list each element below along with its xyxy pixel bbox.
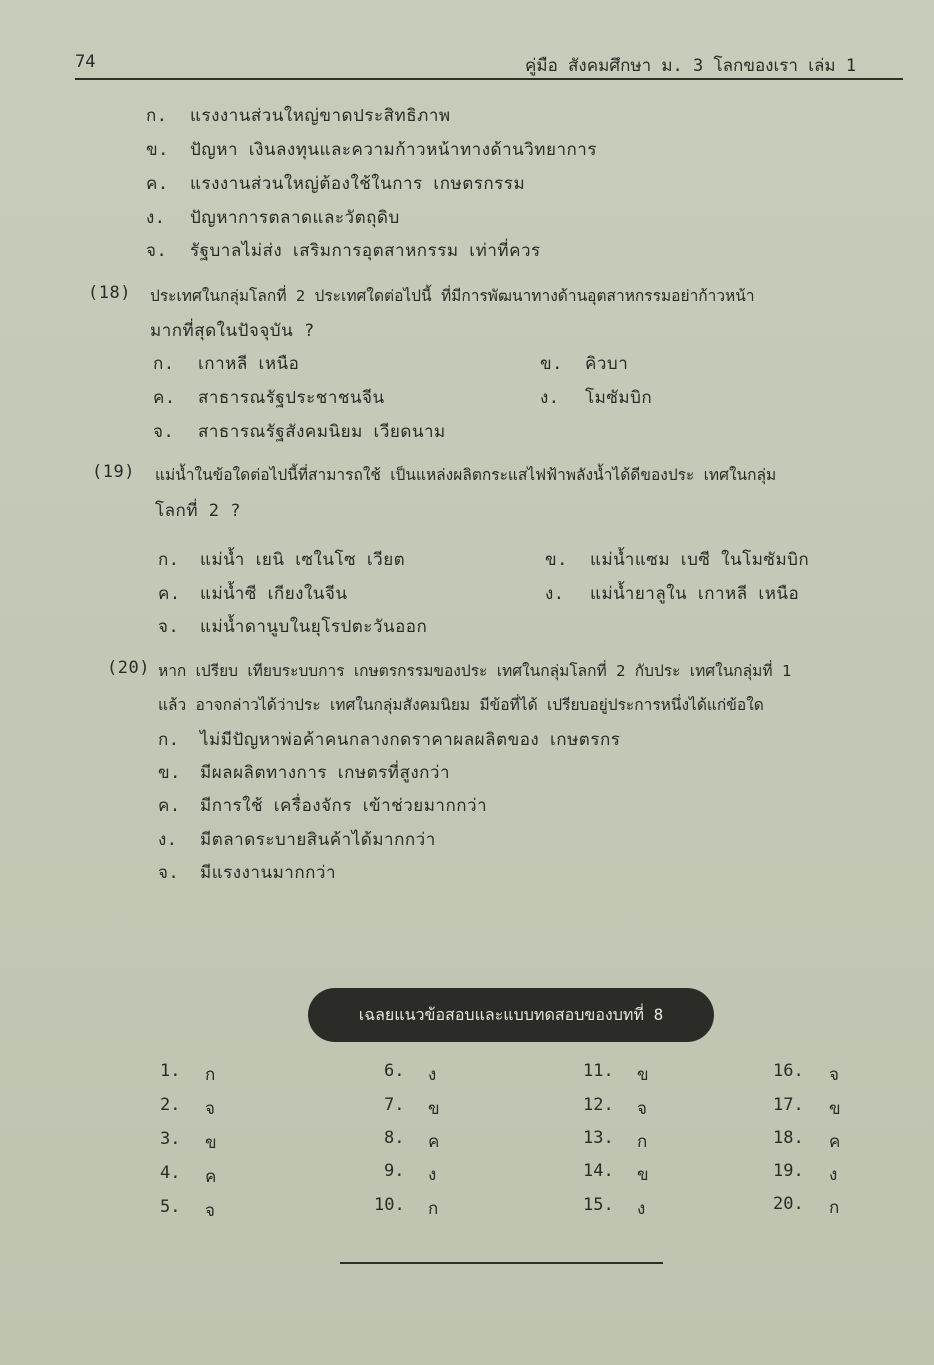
q17-option-text: ปัญหาการตลาดและวัตถุดิบ <box>190 208 400 228</box>
option-text: คิวบา <box>585 354 629 374</box>
option-label: ข. <box>540 354 563 374</box>
q17-option-label: ข. <box>146 140 169 160</box>
answer-number: 18. <box>773 1128 804 1148</box>
answer-number: 4. <box>160 1163 181 1183</box>
option-label: จ. <box>158 863 180 883</box>
answer-choice: ค <box>829 1132 841 1152</box>
question-text: มากที่สุดในปัจจุบัน ? <box>150 321 315 341</box>
option-label: ง. <box>545 584 565 604</box>
question-number: (20) <box>107 658 150 678</box>
option-text: แม่น้ำแซม เบซี ในโมซัมบิก <box>590 550 810 570</box>
question-text: แล้ว อาจกล่าวได้ว่าประ เทศในกลุ่มสังคมนิยม มีข้อที่ได้ เปรียบอยู่ประการหนึ่งได้แก่ข้อใด <box>158 696 764 714</box>
question-number: (18) <box>88 283 131 303</box>
option-label: ข. <box>545 550 568 570</box>
answer-choice: ก <box>829 1198 840 1218</box>
answer-key-title: เฉลยแนวข้อสอบและแบบทดสอบของบทที่ 8 <box>308 988 714 1042</box>
answer-number: 16. <box>773 1061 804 1081</box>
answer-choice: ข <box>637 1065 649 1085</box>
option-text: สาธารณรัฐสังคมนิยม เวียดนาม <box>198 422 446 442</box>
option-label: ค. <box>158 584 181 604</box>
q17-option-text: แรงงานส่วนใหญ่ขาดประสิทธิภาพ <box>190 106 451 126</box>
option-label: จ. <box>153 422 175 442</box>
option-label: จ. <box>158 617 180 637</box>
answer-number: 11. <box>583 1061 614 1081</box>
question-text: หาก เปรียบ เทียบระบบการ เกษตรกรรมของประ เทศในกลุ่มโลกที่ 2 กับประ เทศในกลุ่มที่ 1 <box>158 662 792 680</box>
answer-choice: ง <box>428 1065 437 1085</box>
option-label: ค. <box>158 796 181 816</box>
option-label: ข. <box>158 763 181 783</box>
option-text: สาธารณรัฐประชาชนจีน <box>198 388 385 408</box>
answer-number: 5. <box>160 1197 181 1217</box>
question-text: ประเทศในกลุ่มโลกที่ 2 ประเทศใดต่อไปนี้ ที่มีการพัฒนาทางด้านอุตสาหกรรมอย่าก้าวหน้า <box>150 287 755 305</box>
option-text: มีการใช้ เครื่องจักร เข้าช่วยมากกว่า <box>200 796 488 816</box>
answer-number: 8. <box>384 1128 405 1148</box>
answer-choice: ข <box>829 1099 841 1119</box>
answer-number: 17. <box>773 1095 804 1115</box>
answer-number: 10. <box>374 1195 405 1215</box>
option-text: แม่น้ำยาลูใน เกาหลี เหนือ <box>590 584 800 604</box>
answer-number: 6. <box>384 1061 405 1081</box>
q17-option-label: ก. <box>146 106 168 126</box>
option-text: เกาหลี เหนือ <box>198 354 300 374</box>
option-text: มีตลาดระบายสินค้าได้มากกว่า <box>200 830 436 850</box>
page-number: 74 <box>75 52 96 72</box>
answer-choice: ง <box>428 1165 437 1185</box>
option-label: ก. <box>158 550 180 570</box>
footer-rule <box>340 1262 663 1264</box>
answer-choice: ก <box>637 1132 648 1152</box>
option-text: ไม่มีปัญหาพ่อค้าคนกลางกดราคาผลผลิตของ เกษตรกร <box>200 730 621 750</box>
answer-choice: ค <box>428 1132 440 1152</box>
option-text: แม่น้ำซี เกียงในจีน <box>200 584 348 604</box>
question-number: (19) <box>92 462 135 482</box>
answer-number: 1. <box>160 1061 181 1081</box>
q17-option-label: ง. <box>146 208 166 228</box>
option-text: มีผลผลิตทางการ เกษตรที่สูงกว่า <box>200 763 451 783</box>
answer-choice: ก <box>205 1065 216 1085</box>
answer-number: 14. <box>583 1161 614 1181</box>
answer-choice: ข <box>637 1165 649 1185</box>
page-header-title: คู่มือ สังคมศึกษา ม. 3 โลกของเรา เล่ม 1 <box>525 56 857 76</box>
option-label: ค. <box>153 388 176 408</box>
header-rule <box>75 78 903 80</box>
answer-choice: ก <box>428 1199 439 1219</box>
answer-choice: ง <box>637 1199 646 1219</box>
q17-option-text: รัฐบาลไม่ส่ง เสริมการอุตสาหกรรม เท่าที่ควร <box>190 241 541 261</box>
option-label: ง. <box>540 388 560 408</box>
option-label: ก. <box>153 354 175 374</box>
question-text: โลกที่ 2 ? <box>155 501 241 521</box>
q17-option-text: ปัญหา เงินลงทุนและความก้าวหน้าทางด้านวิทยาการ <box>190 140 597 160</box>
answer-choice: ข <box>205 1133 217 1153</box>
answer-choice: จ <box>205 1201 215 1221</box>
q17-option-label: จ. <box>146 241 168 261</box>
answer-choice: ค <box>205 1167 217 1187</box>
option-text: แม่น้ำ เยนิ เซในโซ เวียต <box>200 550 406 570</box>
option-text: มีแรงงานมากกว่า <box>200 863 336 883</box>
option-label: ก. <box>158 730 180 750</box>
answer-number: 15. <box>583 1195 614 1215</box>
q17-option-text: แรงงานส่วนใหญ่ต้องใช้ในการ เกษตรกรรม <box>190 174 526 194</box>
answer-choice: ข <box>428 1099 440 1119</box>
answer-choice: จ <box>829 1065 839 1085</box>
answer-number: 20. <box>773 1194 804 1214</box>
answer-choice: จ <box>205 1099 215 1119</box>
answer-number: 7. <box>384 1095 405 1115</box>
answer-choice: จ <box>637 1099 647 1119</box>
question-text: แม่น้ำในข้อใดต่อไปนี้ที่สามารถใช้ เป็นแหล่งผลิตกระแสไฟฟ้าพลังน้ำได้ดีของประ เทศในกลุ่ม <box>155 466 777 484</box>
answer-number: 9. <box>384 1161 405 1181</box>
answer-number: 2. <box>160 1095 181 1115</box>
answer-number: 12. <box>583 1095 614 1115</box>
option-text: แม่น้ำดานูบในยุโรปตะวันออก <box>200 617 428 637</box>
answer-number: 3. <box>160 1129 181 1149</box>
answer-number: 19. <box>773 1161 804 1181</box>
q17-option-label: ค. <box>146 174 169 194</box>
option-text: โมซัมบิก <box>585 388 653 408</box>
option-label: ง. <box>158 830 178 850</box>
answer-choice: ง <box>829 1165 838 1185</box>
answer-number: 13. <box>583 1128 614 1148</box>
